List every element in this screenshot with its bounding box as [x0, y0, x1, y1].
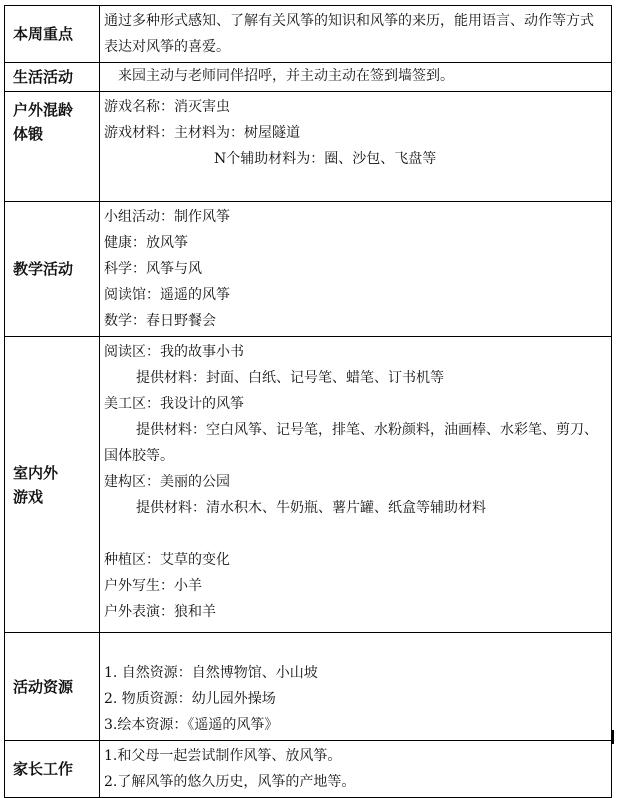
- content-line: 游戏名称：消灭害虫: [104, 99, 230, 115]
- content-line: 来园主动与老师同伴招呼，并主动主动在签到墙签到。: [118, 68, 454, 84]
- weekly-focus-content: [100, 6, 612, 63]
- content-line: 2.了解风筝的悠久历史，风筝的产地等。: [104, 774, 356, 790]
- label-text: 本周重点: [13, 25, 74, 43]
- content-line: 建构区：美丽的公园: [104, 474, 230, 490]
- content-line: 小组活动：制作风筝: [104, 209, 230, 225]
- content-line: 健康：放风筝: [104, 235, 188, 251]
- row-label-weekly-focus: [5, 6, 100, 63]
- content-line: 提供材料：封面、白纸、记号笔、蜡笔、订书机等: [136, 370, 444, 386]
- content-line: 户外写生：小羊: [104, 578, 202, 594]
- label-text: 户外混龄: [13, 101, 74, 119]
- resources-content: [100, 633, 612, 741]
- label-text: 家长工作: [13, 760, 74, 778]
- content-line: 游戏材料：主材料为：树屋隧道: [104, 125, 300, 141]
- content-line: N个辅助材料为：圈、沙包、飞盘等: [214, 151, 437, 167]
- weekly-plan-table: [4, 5, 612, 798]
- daily-life-content: [100, 63, 612, 92]
- content-line: 3.绘本资源：《遥遥的风筝》: [104, 717, 279, 733]
- label-text: 室内外: [13, 463, 59, 482]
- content-line: 科学：风筝与风: [104, 261, 202, 277]
- teaching-content: [100, 202, 612, 337]
- label-text: 体锻: [13, 125, 44, 143]
- blank-line: [104, 521, 607, 547]
- label-text: 生活活动: [13, 68, 74, 86]
- table-row: [5, 337, 612, 633]
- outdoor-exercise-content: [100, 92, 612, 202]
- content-line: 1.和父母一起尝试制作风筝、放风筝。: [104, 748, 342, 764]
- row-label-indoor-outdoor-games: [5, 337, 100, 633]
- row-label-daily-life: [5, 63, 100, 92]
- table-row: [5, 63, 612, 92]
- content-line: 阅读区：我的故事小书: [104, 344, 244, 360]
- label-text: 教学活动: [13, 260, 74, 278]
- row-label-teaching: [5, 202, 100, 337]
- label-text: 活动资源: [13, 677, 74, 696]
- margin-mark: [612, 730, 614, 744]
- content-line: 种植区：艾草的变化: [104, 552, 230, 568]
- content-line: 提供材料：清水积木、牛奶瓶、薯片罐、纸盒等辅助材料: [136, 500, 486, 516]
- content-line: 2. 物质资源：幼儿园外操场: [104, 691, 276, 707]
- content-line: 数学：春日野餐会: [104, 313, 216, 329]
- label-text: 游戏: [13, 487, 44, 506]
- content-line: 提供材料：空白风筝、记号笔，排笔、水粉颜料，油画棒、水彩笔、剪刀、国体胶等。: [104, 422, 598, 464]
- table-row: [5, 202, 612, 337]
- table-row: [5, 6, 612, 63]
- content-line: 美工区：我设计的风筝: [104, 396, 244, 412]
- row-label-outdoor-exercise: [5, 92, 100, 202]
- table-row: [5, 92, 612, 202]
- content-line: 1. 自然资源：自然博物馆、小山坡: [104, 665, 318, 681]
- content-line: 户外表演：狼和羊: [104, 604, 216, 620]
- content-line: 通过多种形式感知、了解有关风筝的知识和风筝的来历，能用语言、动作等方式表达对风筝的喜爱。: [104, 13, 594, 55]
- row-label-resources: [5, 633, 100, 741]
- table-row: [5, 633, 612, 741]
- games-content: [100, 337, 612, 633]
- content-line: 阅读馆：遥遥的风筝: [104, 287, 230, 303]
